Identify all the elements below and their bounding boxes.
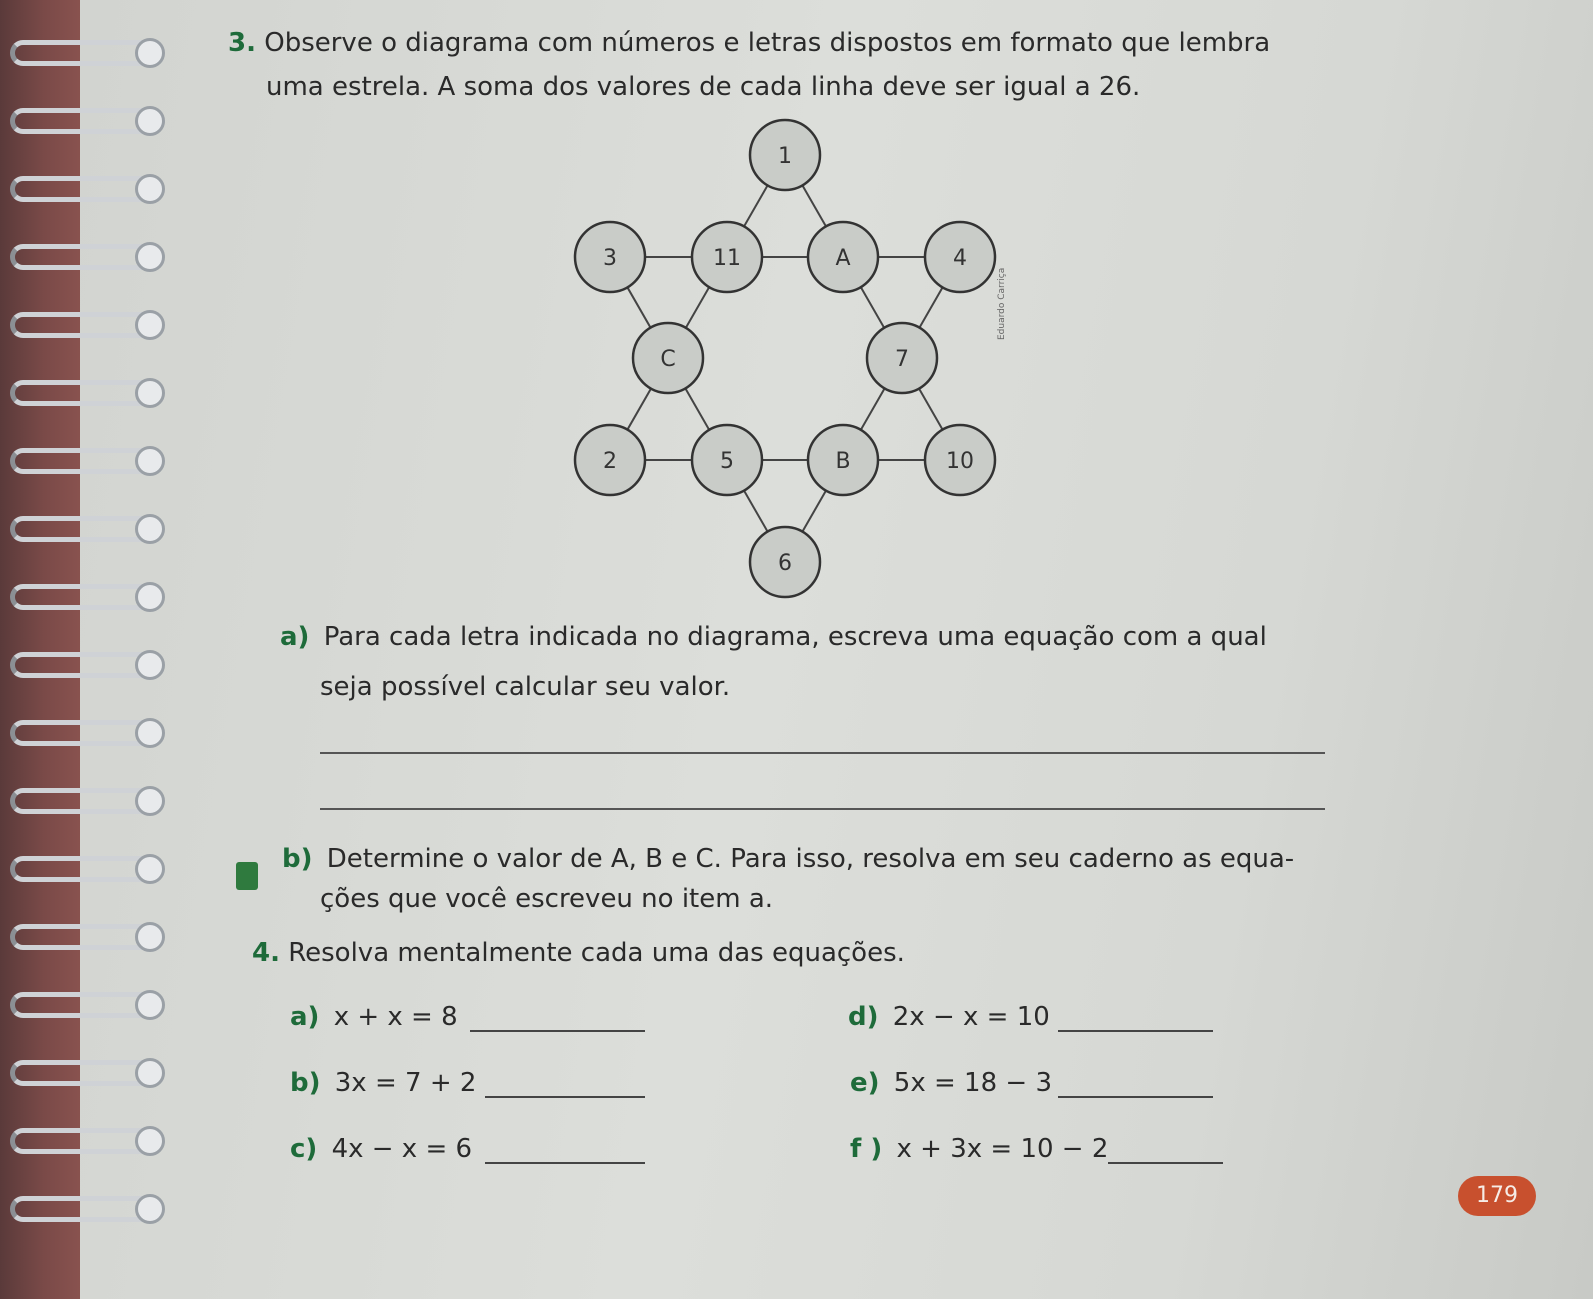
binding-hole xyxy=(135,582,165,612)
q3b-letter: b) xyxy=(282,844,313,874)
binding-hole xyxy=(135,106,165,136)
q4-item-f-equation: x + 3x = 10 − 2 xyxy=(896,1134,1109,1164)
binding-hole xyxy=(135,310,165,340)
q3a-text-1: Para cada letra indicada no diagrama, escreva uma equação com a qual xyxy=(323,622,1267,652)
q4-item-b-letter: b) xyxy=(290,1068,321,1098)
line-upper-left-to-bottom xyxy=(610,257,785,562)
q3-statement-1: Observe o diagrama com números e letras dispostos em formato que lembra xyxy=(264,28,1271,58)
binding-hole xyxy=(135,650,165,680)
line-top-to-lower-left xyxy=(610,155,785,460)
q3-number: 3. xyxy=(228,28,256,58)
page-number-badge: 179 xyxy=(1458,1176,1536,1216)
q3b-line1 xyxy=(282,844,1294,874)
q4-title: Resolva mentalmente cada uma das equações. xyxy=(288,938,905,968)
node-top-label: 1 xyxy=(778,144,792,169)
binding-hole xyxy=(135,1058,165,1088)
q4-item-e-letter: e) xyxy=(850,1068,880,1098)
binding-hole xyxy=(135,718,165,748)
q4-item-e-answer-line[interactable] xyxy=(1058,1096,1213,1098)
q3b-text-2: ções que você escreveu no item a. xyxy=(320,884,774,914)
binding-hole xyxy=(135,1194,165,1224)
q4-item-a-equation: x + x = 8 xyxy=(333,1002,458,1032)
q3b-text-1: Determine o valor de A, B e C. Para isso, resolva em seu caderno as equa- xyxy=(326,844,1295,874)
binding-hole xyxy=(135,174,165,204)
q4-item-f-letter: f ) xyxy=(850,1134,883,1164)
q4-item-c-answer-line[interactable] xyxy=(485,1162,645,1164)
node-upper-right-label: 4 xyxy=(953,246,967,271)
node-upper-mid-right-label: A xyxy=(835,246,851,271)
binding-hole xyxy=(135,446,165,476)
node-upper-left-label: 3 xyxy=(603,246,617,271)
node-mid-right-label: 7 xyxy=(895,347,909,372)
answer-line-2[interactable] xyxy=(320,808,1325,810)
star-diagram xyxy=(560,110,1020,610)
answer-line-1[interactable] xyxy=(320,752,1325,754)
binding-hole xyxy=(135,378,165,408)
binding-hole xyxy=(135,514,165,544)
q4-title-line xyxy=(252,938,905,968)
q4-item-a xyxy=(290,1002,458,1032)
q4-item-f-answer-line[interactable] xyxy=(1108,1162,1223,1164)
node-lower-left-label: 2 xyxy=(603,449,617,474)
q3a-letter: a) xyxy=(280,622,310,652)
node-bottom-label: 6 xyxy=(778,551,792,576)
binding-hole xyxy=(135,854,165,884)
q4-item-c xyxy=(290,1134,472,1164)
q4-item-a-letter: a) xyxy=(290,1002,320,1032)
q4-item-b-answer-line[interactable] xyxy=(485,1096,645,1098)
q4-item-d-answer-line[interactable] xyxy=(1058,1030,1213,1032)
q4-item-b xyxy=(290,1068,476,1098)
q4-item-f xyxy=(850,1134,1108,1164)
notebook-icon xyxy=(236,862,258,890)
binding-hole xyxy=(135,242,165,272)
q4-number: 4. xyxy=(252,938,280,968)
node-upper-mid-left-label: 11 xyxy=(713,246,741,271)
q4-item-d-equation: 2x − x = 10 xyxy=(892,1002,1050,1032)
q4-item-d xyxy=(848,1002,1050,1032)
q4-item-a-answer-line[interactable] xyxy=(470,1030,645,1032)
q3a-text-2: seja possível calcular seu valor. xyxy=(320,672,731,702)
q4-item-c-equation: 4x − x = 6 xyxy=(331,1134,473,1164)
q4-item-e xyxy=(850,1068,1052,1098)
q4-item-e-equation: 5x = 18 − 3 xyxy=(893,1068,1052,1098)
node-lower-mid-left-label: 5 xyxy=(720,449,734,474)
line-top-to-lower-right xyxy=(785,155,960,460)
binding-hole xyxy=(135,38,165,68)
node-lower-mid-right-label: B xyxy=(835,449,851,474)
image-credit: Eduardo Carriça xyxy=(997,267,1007,340)
q4-item-b-equation: 3x = 7 + 2 xyxy=(334,1068,477,1098)
q3-statement-2: uma estrela. A soma dos valores de cada linha deve ser igual a 26. xyxy=(266,72,1141,102)
line-upper-right-to-bottom xyxy=(785,257,960,562)
q3a-line1 xyxy=(280,622,1267,652)
node-lower-right-label: 10 xyxy=(946,449,974,474)
binding-hole xyxy=(135,786,165,816)
node-mid-left-label: C xyxy=(660,347,676,372)
binding-hole xyxy=(135,990,165,1020)
binding-hole xyxy=(135,922,165,952)
binding-hole xyxy=(135,1126,165,1156)
q4-item-d-letter: d) xyxy=(848,1002,879,1032)
q4-item-c-letter: c) xyxy=(290,1134,318,1164)
star-diagram-svg xyxy=(560,110,1020,610)
q3-text-line1 xyxy=(228,28,1270,58)
